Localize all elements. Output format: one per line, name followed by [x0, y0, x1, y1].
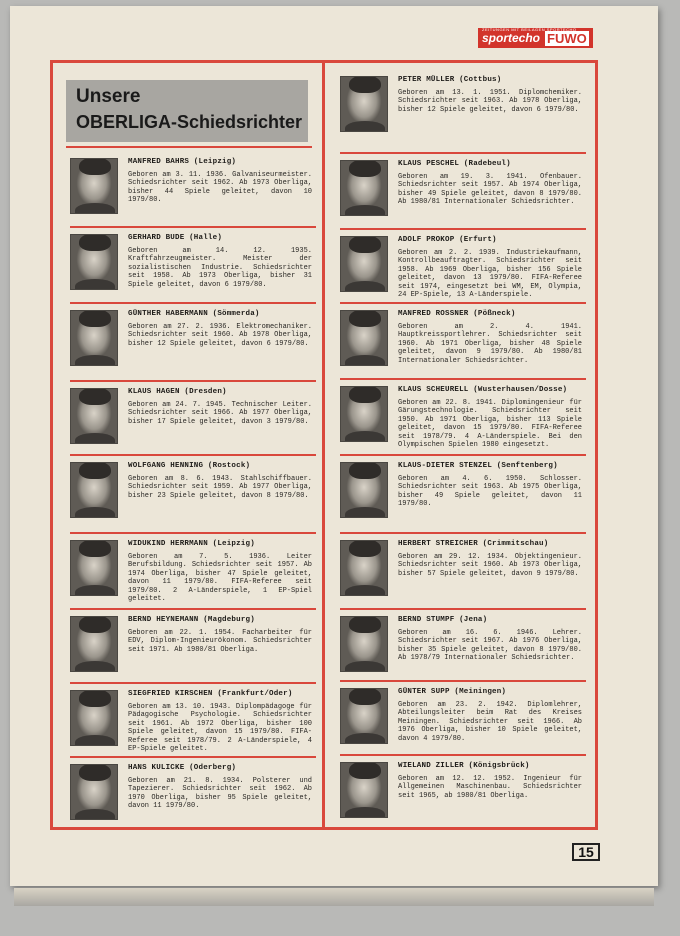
referee-portrait-photo — [340, 462, 388, 518]
portrait-collar — [75, 203, 115, 214]
referee-bio: Geboren am 22. 8. 1941. Diplomingenieur für Gärungstechnologie. Schiedsrichter seit 1950. Ab 1971 Oberliga, bisher 113 Spiele geleitet, davon 15 1979/80. FIFA-Referee seit 1978/79. 4 A-Länderspiele. Bei den Olympischen Spielen 1980 eingesetzt. — [398, 399, 582, 450]
portrait-hair — [349, 616, 381, 633]
referee-name: BERND STUMPF (Jena) — [398, 616, 488, 624]
portrait-hair — [349, 76, 381, 93]
entry-separator-rule — [340, 152, 586, 154]
referee-name: WIELAND ZILLER (Königsbrück) — [398, 762, 530, 770]
referee-bio: Geboren am 13. 10. 1943. Diplompädagoge für Pädagogische Psychologie. Schiedsrichter seit 1961. Ab 1972 Oberliga, bisher 100 Spiele geleitet, davon 15 1979/80. FIFA-Referee seit 1978/79. 2 A-Länderspiele, 4 EP-Spiele geleitet. — [128, 703, 312, 754]
referee-name: KLAUS SCHEURELL (Wusterhausen/Dosse) — [398, 386, 568, 394]
referee-bio: Geboren am 4. 6. 1950. Schlosser. Schiedsrichter seit 1963. Ab 1975 Oberliga, bisher 49 Spiele geleitet, davon 11 1979/80. — [398, 475, 582, 509]
referee-name: HERBERT STREICHER (Crimmitschau) — [398, 540, 549, 548]
brand-small-text: ZEITUNGEN MIT BEILAGEN SPORTECHO — [482, 27, 577, 32]
referee-name: KLAUS-DIETER STENZEL (Senftenberg) — [398, 462, 558, 470]
portrait-hair — [79, 310, 111, 327]
referee-portrait-photo — [340, 386, 388, 442]
title-line-2: OBERLIGA-Schiedsrichter — [76, 112, 303, 132]
referee-name: GÜNTHER HABERMANN (Sömmerda) — [128, 310, 260, 318]
entry-separator-rule — [340, 754, 586, 756]
entry-separator-rule — [340, 302, 586, 304]
portrait-collar — [345, 807, 385, 818]
referee-portrait-photo — [340, 540, 388, 596]
portrait-collar — [75, 661, 115, 672]
referee-portrait-photo — [340, 762, 388, 818]
referee-portrait-photo — [340, 76, 388, 132]
brand-magazine: FUWO — [547, 30, 587, 46]
portrait-collar — [345, 355, 385, 366]
referee-portrait-photo — [70, 158, 118, 214]
brand-name: sportecho — [482, 31, 541, 45]
referee-bio: Geboren am 22. 1. 1954. Facharbeiter für EDV, Diplom-Ingenieurökonom. Schiedsrichter seit 1971. Ab 1980/81 Oberliga. — [128, 629, 312, 654]
referee-portrait-photo — [340, 616, 388, 672]
entry-separator-rule — [70, 682, 316, 684]
entry-separator-rule — [340, 532, 586, 534]
sportecho-fuwo-logo — [478, 28, 593, 48]
portrait-hair — [349, 310, 381, 327]
referee-portrait-photo — [340, 236, 388, 292]
portrait-collar — [345, 661, 385, 672]
portrait-hair — [79, 540, 111, 557]
entry-separator-rule — [340, 228, 586, 230]
portrait-collar — [345, 585, 385, 596]
referee-name: MANFRED ROSSNER (Pößneck) — [398, 310, 516, 318]
referee-bio: Geboren am 8. 6. 1943. Stahlschiffbauer. Schiedsrichter seit 1959. Ab 1977 Oberliga, bisher 23 Spiele geleitet, davon 8 1979/80. — [128, 475, 312, 500]
entry-separator-rule — [340, 680, 586, 682]
referee-name: BERND HEYNEMANN (Magdeburg) — [128, 616, 255, 624]
entry-separator-rule — [70, 756, 316, 758]
referee-name: WOLFGANG HENNING (Rostock) — [128, 462, 251, 470]
portrait-hair — [349, 540, 381, 557]
portrait-collar — [345, 431, 385, 442]
entry-separator-rule — [340, 608, 586, 610]
portrait-hair — [79, 388, 111, 405]
entry-separator-rule — [70, 608, 316, 610]
title-line-1: Unsere — [76, 86, 141, 107]
referee-portrait-photo — [70, 462, 118, 518]
referee-name: KLAUS HAGEN (Dresden) — [128, 388, 227, 396]
entry-separator-rule — [70, 380, 316, 382]
referee-bio: Geboren am 14. 12. 1935. Kraftfahrzeugmeister. Meister der sozialistischen Industrie. Schiedsrichter seit 1958. Ab 1973 Oberliga, bisher 31 Spiele geleitet, davon 6 1979/80. — [128, 247, 312, 289]
portrait-collar — [75, 433, 115, 444]
portrait-collar — [75, 279, 115, 290]
portrait-hair — [79, 158, 111, 175]
entry-separator-rule — [70, 302, 316, 304]
referee-portrait-photo — [70, 310, 118, 366]
referee-name: KLAUS PESCHEL (Radebeul) — [398, 160, 511, 168]
referee-portrait-photo — [70, 388, 118, 444]
portrait-hair — [349, 762, 381, 779]
entry-separator-rule — [340, 378, 586, 380]
referee-name: ADOLF PROKOP (Erfurt) — [398, 236, 497, 244]
title-rule — [66, 146, 312, 148]
page-stack-edge — [14, 888, 654, 906]
referee-portrait-photo — [70, 540, 118, 596]
referee-name: PETER MÜLLER (Cottbus) — [398, 76, 502, 84]
referee-bio: Geboren am 29. 12. 1934. Objektingenieur. Schiedsrichter seit 1960. Ab 1973 Oberliga, bisher 57 Spiele geleitet, davon 9 1979/80. — [398, 553, 582, 578]
referee-bio: Geboren am 7. 5. 1936. Leiter Berufsbildung. Schiedsrichter seit 1957. Ab 1974 Oberliga, bisher 47 Spiele geleitet, davon 11 1979/80. FIFA-Referee seit 1979/80. 2 A-Länderspiele, 1 EP-Spiel geleitet. — [128, 553, 312, 604]
referee-bio: Geboren am 19. 3. 1941. Ofenbauer. Schiedsrichter seit 1957. Ab 1974 Oberliga, bisher 49 Spiele geleitet, davon 8 1979/80. Ab 1980/81 Internationaler Schiedsrichter. — [398, 173, 582, 207]
referee-bio: Geboren am 24. 7. 1945. Technischer Leiter. Schiedsrichter seit 1966. Ab 1977 Oberliga, bisher 17 Spiele geleitet, davon 3 1979/80. — [128, 401, 312, 426]
entry-separator-rule — [70, 532, 316, 534]
portrait-collar — [75, 809, 115, 820]
referee-name: GERHARD BUDE (Halle) — [128, 234, 223, 242]
referee-bio: Geboren am 12. 12. 1952. Ingenieur für Allgemeinen Maschinenbau. Schiedsrichter seit 1965, ab 1980/81 Oberliga. — [398, 775, 582, 800]
portrait-hair — [349, 236, 381, 253]
entry-separator-rule — [340, 454, 586, 456]
referee-portrait-photo — [340, 688, 388, 744]
portrait-collar — [345, 281, 385, 292]
portrait-hair — [349, 386, 381, 403]
page-number: 15 — [572, 843, 600, 861]
portrait-collar — [345, 121, 385, 132]
referee-bio: Geboren am 2. 4. 1941. Hauptkreissportlehrer. Schiedsrichter seit 1960. Ab 1971 Oberliga, bisher 48 Spiele geleitet, davon 9 1979/80. Ab 1980/81 Internationaler Schiedsrichter. — [398, 323, 582, 365]
column-divider — [322, 60, 325, 830]
portrait-collar — [75, 585, 115, 596]
referee-bio: Geboren am 16. 6. 1946. Lehrer. Schiedsrichter seit 1967. Ab 1976 Oberliga, bisher 35 Spiele geleitet, davon 8 1979/80. Ab 1978/79 Internationaler Schiedsrichter. — [398, 629, 582, 663]
entry-separator-rule — [70, 226, 316, 228]
portrait-hair — [79, 616, 111, 633]
portrait-collar — [345, 733, 385, 744]
referee-portrait-photo — [70, 616, 118, 672]
entry-separator-rule — [70, 454, 316, 456]
portrait-collar — [75, 735, 115, 746]
portrait-hair — [79, 234, 111, 251]
referee-bio: Geboren am 13. 1. 1951. Diplomchemiker. Schiedsrichter seit 1963. Ab 1978 Oberliga, bisher 12 Spiele geleitet, davon 6 1979/80. — [398, 89, 582, 114]
referee-portrait-photo — [340, 310, 388, 366]
portrait-collar — [345, 205, 385, 216]
referee-name: WIDUKIND HERRMANN (Leipzig) — [128, 540, 255, 548]
referee-name: MANFRED BAHRS (Leipzig) — [128, 158, 237, 166]
portrait-hair — [79, 764, 111, 781]
referee-bio: Geboren am 2. 2. 1939. Industriekaufmann, Kontrollbeauftragter. Schiedsrichter seit 1958. Ab 1969 Oberliga, bisher 156 Spiele geleitet, davon 13 1979/80. FIFA-Referee seit 1974, eingesetzt bei WM, EM, Olympia, 24 EP-Spiele, 13 A-Länderspiele. — [398, 249, 582, 300]
referee-bio: Geboren am 3. 11. 1936. Galvaniseurmeister. Schiedsrichter seit 1962. Ab 1973 Oberliga, bisher 44 Spiele geleitet, davon 10 1979/80. — [128, 171, 312, 205]
referee-name: GÜNTER SUPP (Meiningen) — [398, 688, 507, 696]
referee-portrait-photo — [340, 160, 388, 216]
referee-name: SIEGFRIED KIRSCHEN (Frankfurt/Oder) — [128, 690, 293, 698]
referee-bio: Geboren am 27. 2. 1936. Elektromechaniker. Schiedsrichter seit 1960. Ab 1978 Oberliga, bisher 12 Spiele geleitet, davon 6 1979/80. — [128, 323, 312, 348]
portrait-hair — [349, 462, 381, 479]
portrait-collar — [345, 507, 385, 518]
portrait-collar — [75, 355, 115, 366]
portrait-hair — [79, 690, 111, 707]
portrait-hair — [349, 688, 381, 705]
portrait-hair — [79, 462, 111, 479]
portrait-hair — [349, 160, 381, 177]
referee-name: HANS KULICKE (Oderberg) — [128, 764, 237, 772]
referee-portrait-photo — [70, 764, 118, 820]
referee-bio: Geboren am 23. 2. 1942. Diplomlehrer, Abteilungsleiter beim Rat des Kreises Meiningen. Schiedsrichter seit 1966. Ab 1976 Oberliga, bisher 10 Spiele geleitet, davon 4 1979/80. — [398, 701, 582, 743]
portrait-collar — [75, 507, 115, 518]
referee-bio: Geboren am 21. 8. 1934. Polsterer und Tapezierer. Schiedsrichter seit 1962. Ab 1970 Oberliga, bisher 95 Spiele geleitet, davon 11 1979/80. — [128, 777, 312, 811]
referee-portrait-photo — [70, 690, 118, 746]
referee-portrait-photo — [70, 234, 118, 290]
